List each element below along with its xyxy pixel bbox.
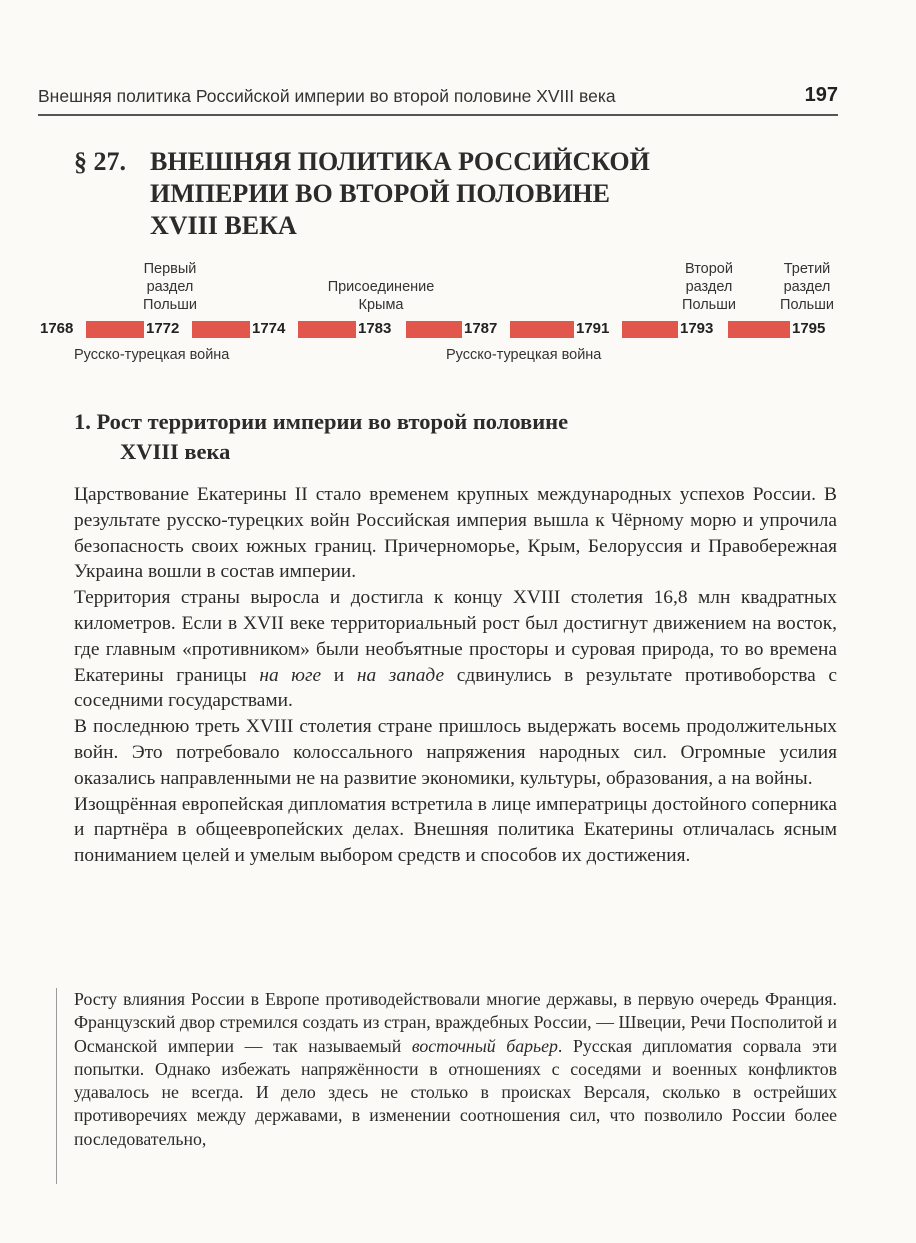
note-rule <box>56 988 57 1184</box>
paragraph-1: Царствование Екатерины II стало временем крупных международных успехов России. В результате русско-турецких войн Российская империя вышла к Чёрному морю и упрочила безопасность своих южных границ. Причерноморье, Крым, Белоруссия и Правобережная Украина вошли в состав империи. <box>74 484 837 583</box>
chapter-title <box>74 146 714 242</box>
timeline-year-1772: 1772 <box>146 320 180 337</box>
timeline-bar-1783-1787 <box>406 321 462 338</box>
timeline-bar-1768-1772 <box>86 321 144 338</box>
timeline-year-1787: 1787 <box>464 320 498 337</box>
timeline-event-third-partition: Третий раздел Польши <box>780 261 834 313</box>
timeline-war-1787-1791: Русско-турецкая война <box>446 347 602 363</box>
chapter-number: § 27. <box>74 147 126 176</box>
timeline-year-1774: 1774 <box>252 320 286 337</box>
sidebar-note: Росту влияния России в Европе противодействовали многие державы, в первую очередь Франция. Французский двор стремился создать из стран, враждебных России, — Швеции, Речи Посполитой и Османской империи — так называемый восточный барьер. Русская дипломатия сорвала эти попытки. Однако избежать напряжённости в отношениях с соседями и военных конфликтов удавалось не всегда. И дело здесь не столько в происках Версаля, сколько в острейших противоречиях между державами, в изменении соотношения сил, что позволило России более последовательно, <box>74 989 837 1149</box>
timeline-event-crimea: Присоединение Крыма <box>327 279 435 313</box>
section-title-line-1: 1. Рост территории империи во второй половине <box>74 409 569 434</box>
paragraph-3: В последнюю треть XVIII столетия стране пришлось выдержать восемь продолжительных войн. Это потребовало колоссального напряжения народных сил. Огромные усилия оказались направленными не на развитие экономики, культуры, образования, а на войны. <box>74 716 837 789</box>
body-text <box>74 482 837 869</box>
timeline-year-1791: 1791 <box>576 320 610 337</box>
timeline-war-1768-1774: Русско-турецкая война <box>74 347 230 363</box>
paragraph-2: Территория страны выросла и достигла к концу XVIII столетия 16,8 млн квадратных километров. Если в XVII веке территориальный рост был достигнут движением на восток, где главным «противником» были необъятные просторы и суровая природа, то во времена Екатерины границы на юге и на западе сдвинулись в результате противоборства с соседними государствами. <box>74 587 838 712</box>
section-title <box>74 407 774 467</box>
timeline-event-second-partition: Второй раздел Польши <box>682 261 736 313</box>
chapter-title-line-3: XVIII ВЕКА <box>150 211 297 240</box>
timeline-year-1768: 1768 <box>40 320 74 337</box>
timeline-year-1783: 1783 <box>358 320 392 337</box>
running-header <box>38 86 838 116</box>
timeline-bar-1793-1795 <box>728 321 790 338</box>
running-title: Внешняя политика Российской империи во второй половине XVIII века <box>38 86 616 106</box>
paragraph-4: Изощрённая европейская дипломатия встретила в лице императрицы достойного соперника и партнёра в общеевропейских делах. Внешняя политика Екатерины отличалась ясным пониманием целей и умелым выбором средств и способов их достижения. <box>74 793 837 867</box>
timeline-bar-1791-1793 <box>622 321 678 338</box>
chapter-title-line-2: ИМПЕРИИ ВО ВТОРОЙ ПОЛОВИНЕ <box>150 179 611 208</box>
timeline-event-first-partition: Первый раздел Польши <box>143 261 197 313</box>
page-number: 197 <box>804 84 838 106</box>
timeline-year-1795: 1795 <box>792 320 826 337</box>
section-title-line-2: XVIII века <box>120 439 231 464</box>
timeline-bar-1787-1791 <box>510 321 574 338</box>
timeline-bar-1774-1783 <box>298 321 356 338</box>
chapter-title-line-1: ВНЕШНЯЯ ПОЛИТИКА РОССИЙСКОЙ <box>150 147 650 176</box>
timeline-bar-1772-1774 <box>192 321 250 338</box>
timeline <box>0 258 916 368</box>
timeline-year-1793: 1793 <box>680 320 714 337</box>
